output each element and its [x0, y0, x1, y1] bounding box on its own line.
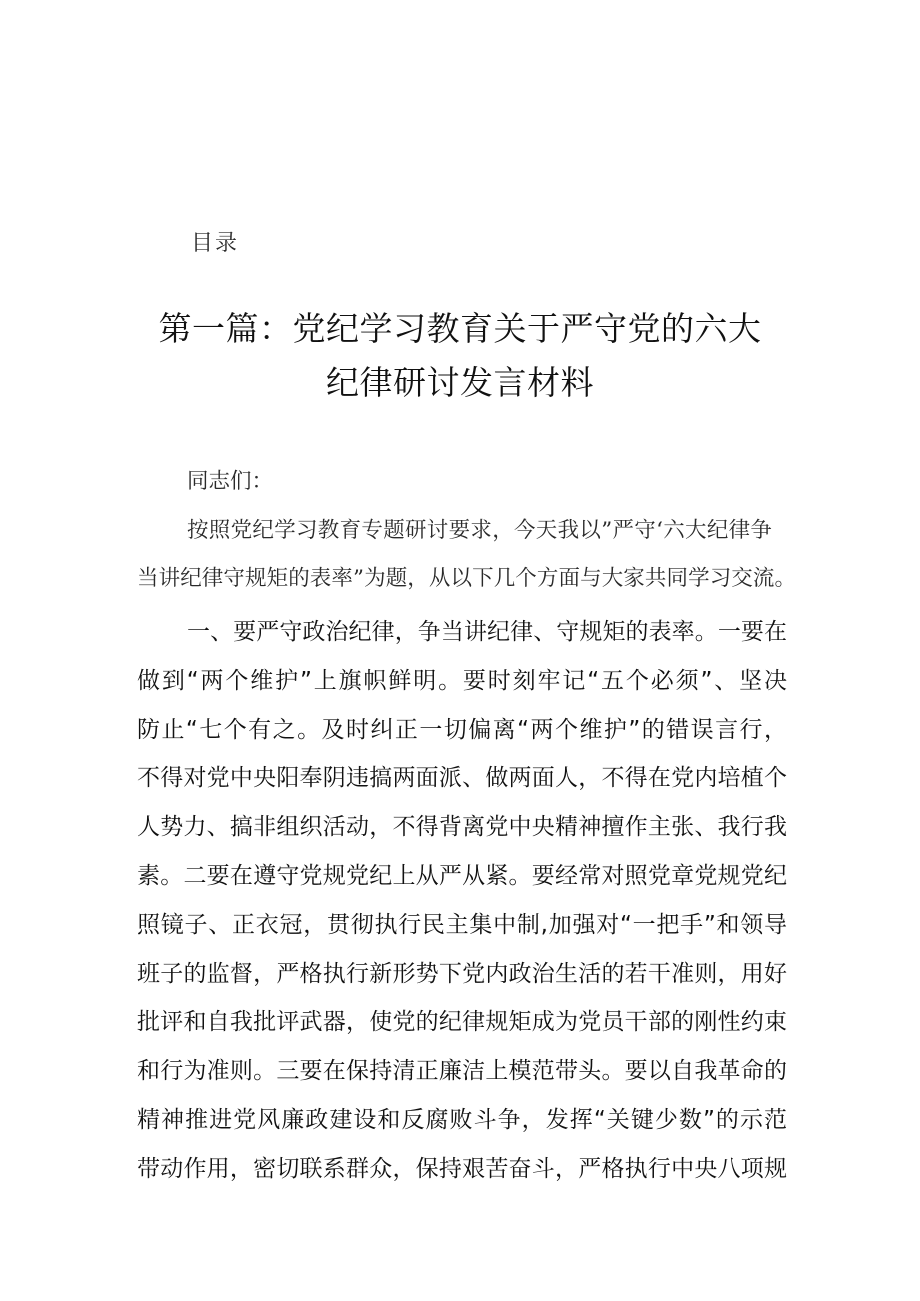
- intro-paragraph-line-1: 按照党纪学习教育专题研讨要求，今天我以”严守‘六大纪律争: [187, 518, 773, 543]
- body-line: 素。二要在遵守党规党纪上从严从紧。要经常对照党章党规党纪: [137, 862, 787, 889]
- toc-label: 目录: [191, 231, 240, 256]
- body-line: 精神推进党风廉政建设和反腐败斗争，发挥“关键少数”的示范: [137, 1106, 787, 1133]
- intro-paragraph-line-2: 当讲纪律守规矩的表率”为题，从以下几个方面与大家共同学习交流。: [137, 566, 797, 591]
- body-line: 批评和自我批评武器，使党的纪律规矩成为党员干部的刚性约束: [137, 1009, 787, 1036]
- body-line: 做到“两个维护”上旗帜鲜明。要时刻牢记“五个必须”、坚决: [137, 667, 787, 694]
- body-line: 防止“七个有之。及时纠正一切偏离“两个维护”的错误言行，: [137, 716, 787, 743]
- body-line: 照镜子、正衣冠，贯彻执行民主集中制,加强对“一把手”和领导: [137, 911, 787, 938]
- article-title-line-1: 第一篇：党纪学习教育关于严守党的六大: [158, 309, 762, 348]
- body-line: 不得对党中央阳奉阴违搞两面派、做两面人，不得在党内培植个: [137, 765, 787, 792]
- body-line: 带动作用，密切联系群众，保持艰苦奋斗，严格执行中央八项规: [137, 1155, 787, 1182]
- salutation: 同志们：: [187, 469, 274, 494]
- body-paragraph: [137, 612, 787, 1198]
- article-title-line-2: 纪律研讨发言材料: [326, 363, 594, 402]
- body-line: 班子的监督，严格执行新形势下党内政治生活的若干准则，用好: [137, 960, 787, 987]
- body-line: 人势力、搞非组织活动，不得背离党中央精神擅作主张、我行我: [137, 814, 787, 841]
- body-line: 和行为准则。三要在保持清正廉洁上模范带头。要以自我革命的: [137, 1058, 787, 1085]
- body-line: 一、要严守政治纪律，争当讲纪律、守规矩的表率。一要在: [187, 619, 787, 645]
